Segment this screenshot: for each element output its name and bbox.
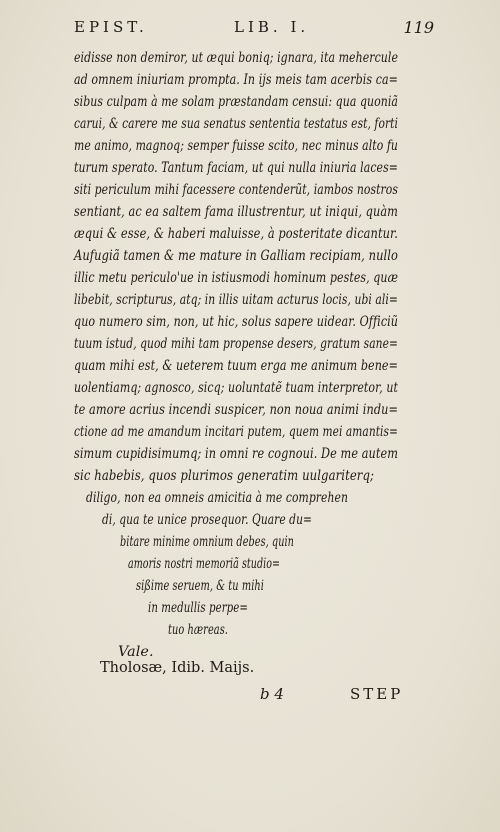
running-header: [74, 18, 434, 40]
text-line: sic habebis, quos plurimos generatim uulgariterq;: [74, 468, 374, 484]
header-epist: EPIST.: [74, 18, 148, 36]
text-line: sentiant, ac ea saltem fama illustrentur, ut iniqui, quàm: [74, 204, 398, 220]
text-line: Vale.: [118, 644, 154, 660]
text-line: quo numero sim, non, ut hic, solus sapere uidear. Officiũ: [74, 314, 398, 330]
text-line: me animo, magnoq; semper fuisse scito, nec minus alto fu: [74, 138, 398, 154]
text-line: simum cupidisimumq; in omni re cognoui. De me autem: [74, 446, 398, 462]
text-line: in medullis perpe=: [148, 600, 248, 616]
header-book: LIB. I.: [234, 18, 310, 36]
text-line: diligo, non ea omneis amicitia à me comprehen: [86, 490, 348, 506]
text-line: bitare minime omnium debes, quin: [120, 534, 294, 550]
text-line: sibus culpam à me solam præstandam censui: qua quoniã: [74, 94, 398, 110]
text-line: sißime seruem, & tu mihi: [136, 578, 264, 594]
text-line: siti periculum mihi facessere contenderũt, iambos nostros: [74, 182, 398, 198]
page-number: 119: [403, 18, 434, 37]
text-line: eidisse non demiror, ut æqui boniq; ignara, ita mehercule: [74, 50, 398, 66]
text-line: carui, & carere me sua senatus sententia testatus est, forti: [74, 116, 398, 132]
page-footer: [260, 685, 430, 707]
text-line: quam mihi est, & ueterem tuum erga me animum bene=: [74, 358, 398, 374]
place-date-line: Tholosæ, Idib. Maijs.: [100, 660, 255, 676]
text-line: amoris nostri memoriã studio=: [128, 556, 280, 572]
text-line: Aufugiã tamen & me mature in Galliam recipiam, nullo: [74, 248, 398, 264]
text-line: tuo hæreas.: [168, 622, 228, 638]
signature-mark: b 4: [260, 685, 284, 703]
text-line: æqui & esse, & haberi maluisse, à posteritate dicantur.: [74, 226, 398, 242]
text-line: te amore acrius incendi suspicer, non noua animi indu=: [74, 402, 398, 418]
text-line: turum sperato. Tantum faciam, ut qui nulla iniuria laces=: [74, 160, 398, 176]
text-line: illic metu periculo'ue in istiusmodi hominum pestes, quæ: [74, 270, 398, 286]
text-line: tuum istud, quod mihi tam propense desers, gratum sane=: [74, 336, 398, 352]
catchword: STEP: [350, 685, 404, 703]
text-line: uolentiamq; agnosco, sicq; uoluntatẽ tuam interpretor, ut: [74, 380, 398, 396]
text-line: di, qua te unice prosequor. Quare du=: [102, 512, 312, 528]
text-line: libebit, scripturus, atq; in illis uitam acturus locis, ubi ali=: [74, 292, 398, 308]
text-line: ctione ad me amandum incitari putem, quem mei amantis=: [74, 424, 398, 440]
text-line: ad omnem iniuriam prompta. In ijs meis tam acerbis ca=: [74, 72, 398, 88]
